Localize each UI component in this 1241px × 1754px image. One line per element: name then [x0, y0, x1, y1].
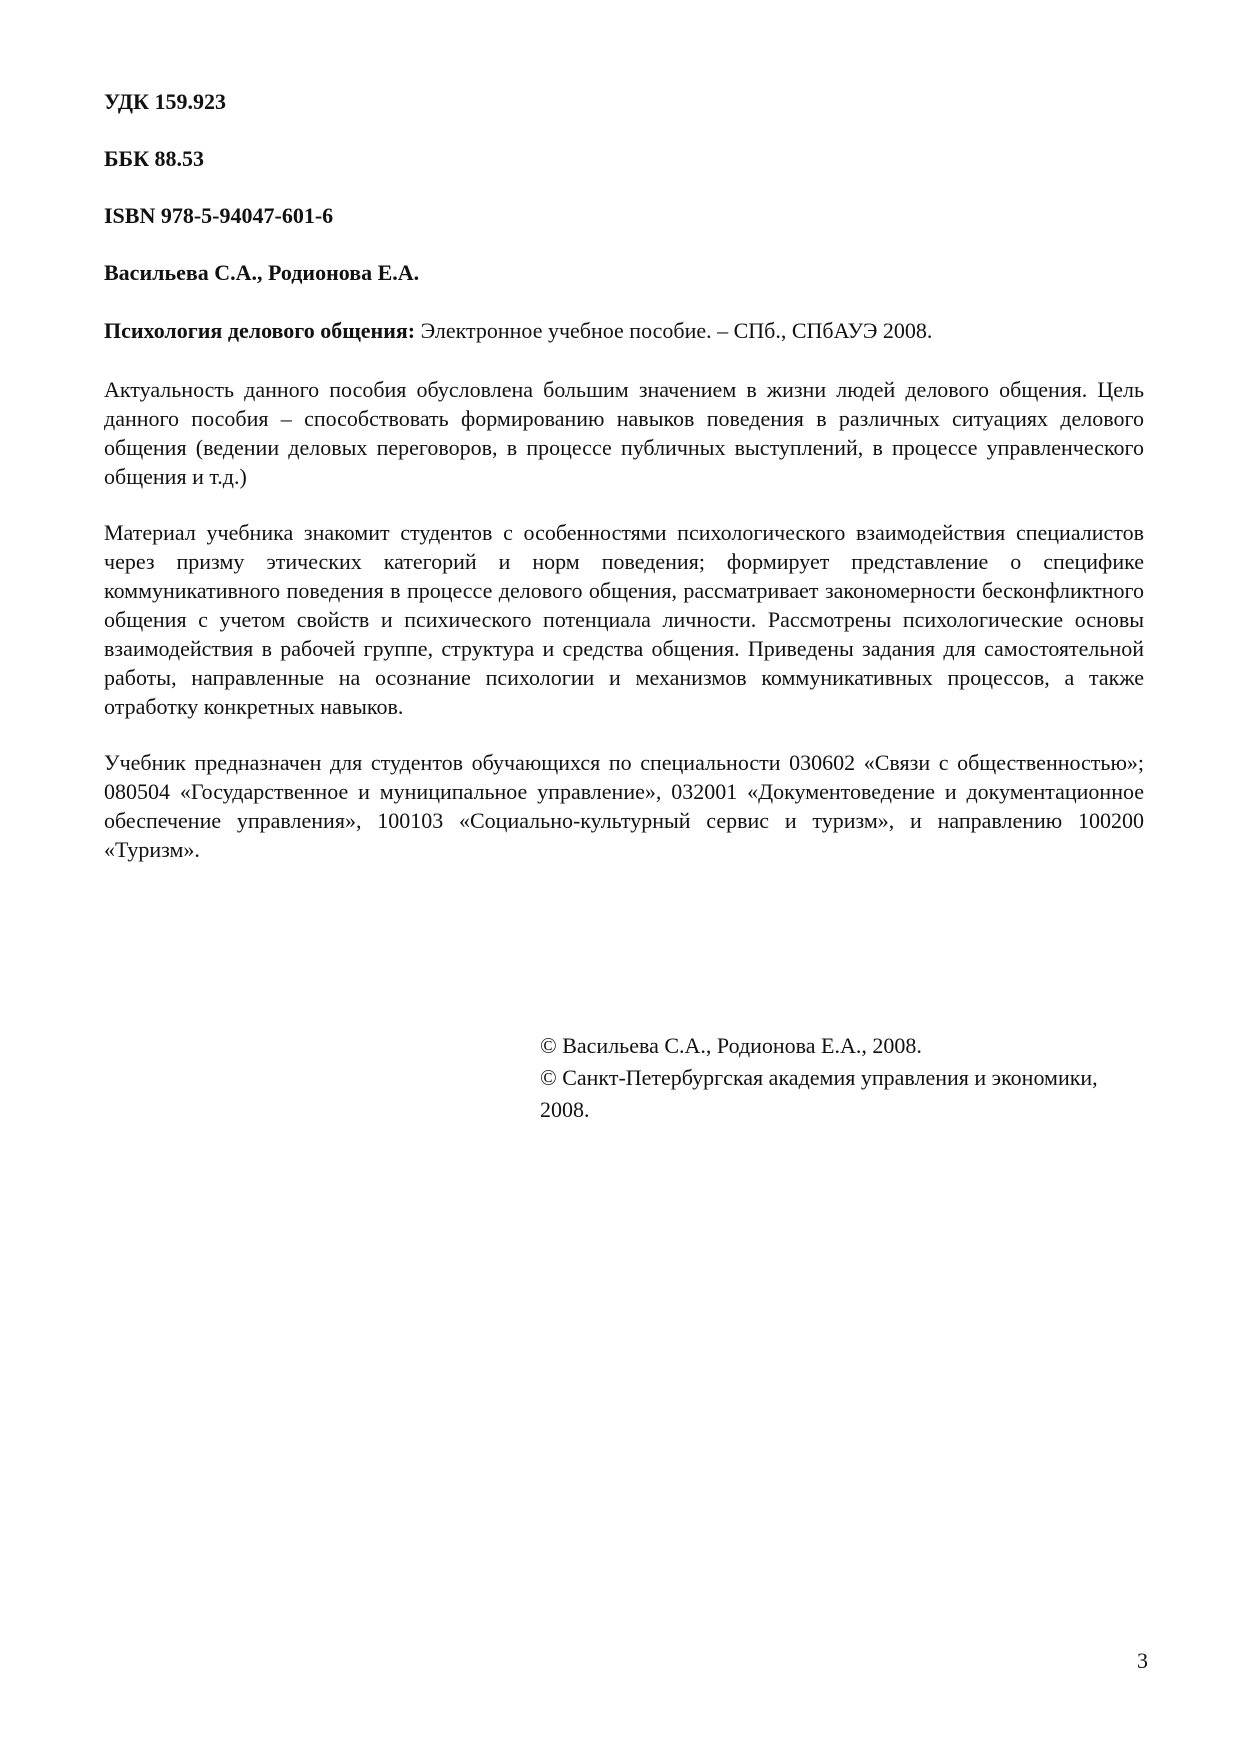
udk-code: УДК 159.923 — [104, 89, 227, 114]
authors: Васильева С.А., Родионова Е.А. — [104, 260, 420, 285]
paragraph-audience: Учебник предназначен для студентов обучающихся по специальности 030602 «Связи с общественностью»; 080504 «Государственное и муниципальное управление», 032001 «Документоведение и документационное обеспечение управления», 100103 «Социально-культурный сервис и туризм», и направлению 100200 «Туризм». — [104, 750, 1144, 862]
bbk-code: ББК 88.53 — [104, 146, 205, 171]
copyright-authors: © Васильева С.А., Родионова Е.А., 2008. — [540, 1033, 922, 1058]
copyright-academy: © Санкт-Петербургская академия управления и экономики, 2008. — [540, 1065, 1098, 1122]
paragraph-relevance: Актуальность данного пособия обусловлена большим значением в жизни людей делового общения. Цель данного пособия – способствовать формированию навыков поведения в различных ситуациях делового общения (ведении деловых переговоров, в процессе публичных выступлений, в процессе управленческого общения и т.д.) — [104, 377, 1144, 489]
paragraph-material: Материал учебника знакомит студентов с особенностями психологического взаимодействия специалистов через призму этических категорий и норм поведения; формирует представление о специфике коммуникативного поведения в процессе делового общения, рассматривает закономерности бесконфликтного общения с учетом свойств и психического потенциала личности. Рассмотрены психологические основы взаимодействия в рабочей группе, структура и средства общения. Приведены задания для самостоятельной работы, направленные на осознание психологии и механизмов коммуникативных процессов, а также отработку конкретных навыков. — [104, 520, 1144, 719]
book-title: Психология делового общения: — [104, 318, 416, 343]
copyright-block — [540, 1030, 1100, 1126]
isbn-code: ISBN 978-5-94047-601-6 — [104, 203, 334, 228]
page-number: 3 — [1137, 1648, 1148, 1673]
book-description: Электронное учебное пособие. – СПб., СПбАУЭ 2008. — [415, 318, 933, 343]
book-title-line — [104, 318, 932, 344]
